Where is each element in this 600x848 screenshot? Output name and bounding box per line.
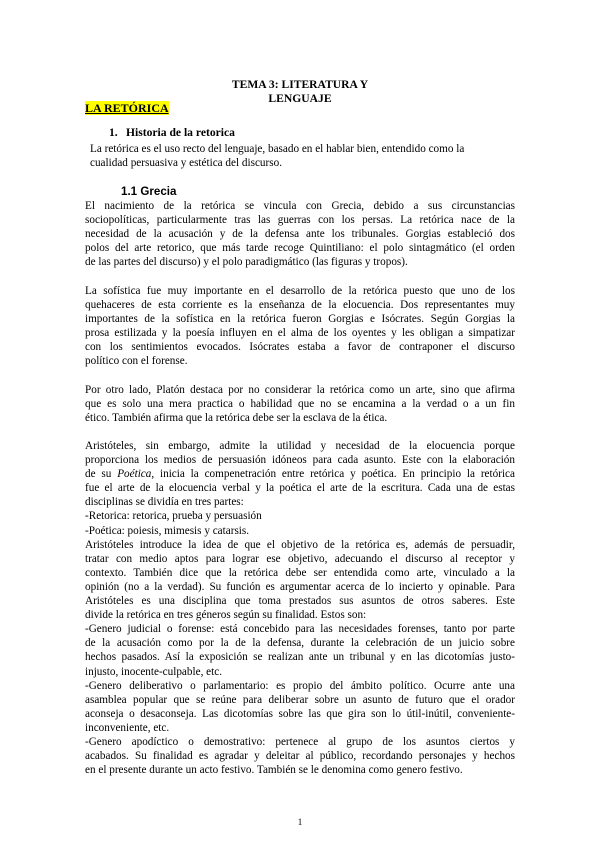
list-item-genero-judicial: -Genero judicial o forense: está concebido para las necesidades forenses, tanto por parte bbox=[85, 623, 515, 636]
paragraph-nacimiento bbox=[85, 199, 515, 269]
paragraph-line: Por otro lado, Platón destaca por no considerar la retórica como un arte, sino que afirma bbox=[85, 384, 515, 396]
paragraph-line: sociopolíticas, particularmente tras las guerras con los persas. La retórica nace de la bbox=[85, 214, 515, 227]
paragraph-line: de las partes del discurso) y el polo paradigmático (las figuras y tropos). bbox=[85, 256, 408, 269]
paragraph-platon bbox=[85, 383, 515, 425]
text-run: de su bbox=[85, 468, 118, 481]
paragraph-sofistica bbox=[85, 284, 515, 369]
paragraph-line: acabados. Su finalidad es agradar y deleitar al público, recordando personajes y hechos bbox=[85, 750, 515, 763]
heading-text: Historia de la retorica bbox=[126, 126, 235, 139]
paragraph-line: asamblea popular que se reúne para deliberar sobre un asunto de futuro que el orador bbox=[85, 693, 515, 706]
paragraph-line: ético. También afirma que la retórica debe ser la esclava de la ética. bbox=[85, 412, 388, 425]
paragraph-line: Aristóteles es una disciplina que toma prestados sus asuntos de otros saberes. Este bbox=[85, 595, 515, 608]
paragraph-line: aconseja o desaconseja. Las dicotomías sobre las que gira son lo útil-inútil, conveniente- bbox=[85, 707, 515, 720]
list-item-retorica: -Retorica: retorica, prueba y persuasión bbox=[85, 510, 262, 523]
paragraph-line: prosa estilizada y la poesía influyen en el alma de los oyentes y les obligan a simpatizar bbox=[85, 327, 515, 340]
paragraph-line: en el presente durante un acto festivo. También se le denomina como genero festivo. bbox=[85, 764, 463, 777]
paragraph-line: proporciona los medios de persuasión idóneos para cada asunto. Este con la elaboración bbox=[85, 454, 515, 467]
paragraph-line: importantes de la sofística en la retórica fueron Gorgias e Isócrates. Según Gorgias la bbox=[85, 313, 515, 326]
paragraph-line: político con el forense. bbox=[85, 355, 188, 368]
paragraph-line: necesidad de la acusación y de la defensa ante los tribunales. Gorgias estableció dos bbox=[85, 228, 515, 241]
paragraph-line: polos del arte retorico, que más tarde recoge Quintiliano: el polo sintagmático (el orden bbox=[85, 242, 515, 255]
paragraph-line: El nacimiento de la retórica se vincula con Grecia, debido a sus circunstancias bbox=[85, 200, 515, 212]
intro-line: La retórica es el uso recto del lenguaje, basado en el hablar bien, entendido como la bbox=[90, 143, 465, 155]
paragraph-line: La sofística fue muy importante en el desarrollo de la retórica puesto que uno de los bbox=[85, 285, 515, 297]
intro-paragraph bbox=[90, 142, 510, 170]
paragraph-line: Aristóteles, sin embargo, admite la utilidad y necesidad de la elocuencia porque bbox=[85, 440, 515, 452]
paragraph-line: opinión (no a la verdad). Su función es argumentar acerca de lo incierto y opinable. Para bbox=[85, 580, 515, 593]
paragraph-line: de la acusación como por la de la defensa, durante la celebración de un juicio sobre bbox=[85, 637, 515, 650]
paragraph-aristoteles bbox=[85, 439, 515, 777]
heading-historia bbox=[109, 126, 235, 140]
list-item-genero-apodictico: -Genero apodíctico o demostrativo: pertenece al grupo de los asuntos ciertos y bbox=[85, 735, 515, 748]
paragraph-line: con los sentimientos evocados. Isócrates estaba a favor de contraponer el discurso bbox=[85, 341, 515, 354]
subheading-grecia: 1.1 Grecia bbox=[121, 185, 177, 198]
text-run: , inicia la compenetración entre retórica y poética. En principio la retórica bbox=[151, 468, 515, 481]
document-title-line-2: LENGUAJE bbox=[268, 92, 332, 105]
document-title-line-1: TEMA 3: LITERATURA Y bbox=[231, 78, 369, 91]
paragraph-line: divide la retórica en tres géneros según su finalidad. Estos son: bbox=[85, 609, 367, 622]
paragraph-line: que es solo una mera practica o habilidad que no se encamina a la verdad o a un fin bbox=[85, 398, 515, 411]
paragraph-line-with-italic bbox=[85, 467, 515, 481]
list-item-poetica: -Poética: poiesis, mimesis y catarsis. bbox=[85, 524, 250, 537]
paragraph-line: inconveniente, etc. bbox=[85, 721, 170, 734]
heading-number: 1. bbox=[109, 126, 118, 139]
paragraph-line: quehaceres de esta corriente es la enseñanza de la elocuencia. Dos representantes muy bbox=[85, 299, 515, 312]
paragraph-line: fue el arte de la elocuencia verbal y la poética el arte de la escritura. Cada una de estas bbox=[85, 482, 515, 495]
italic-title-poetica: Poética bbox=[117, 468, 152, 481]
paragraph-line: tratar con medio aptos para lograr ese objetivo, adecuando el discurso al receptor y bbox=[85, 552, 515, 565]
paragraph-line: injusto, inocente-culpable, etc. bbox=[85, 665, 222, 678]
paragraph-line: hechos pasados. Así la exposición se realizan ante un tribunal y en las dicotomías justo- bbox=[85, 651, 515, 664]
page-number: 1 bbox=[297, 817, 303, 827]
list-item-genero-deliberativo: -Genero deliberativo o parlamentario: es propio del ámbito político. Ocurre ante una bbox=[85, 679, 515, 692]
paragraph-line: Aristóteles introduce la idea de que el objetivo de la retórica es, además de persuadir, bbox=[85, 538, 515, 551]
paragraph-line: contexto. También dice que la retórica debe ser entendida como arte, vinculado a la bbox=[85, 566, 515, 579]
paragraph-line: disciplinas se dividía en tres partes: bbox=[85, 496, 244, 509]
intro-line: cualidad persuasiva y estética del discurso. bbox=[90, 157, 282, 170]
section-heading-highlighted: LA RETÓRICA bbox=[85, 101, 169, 115]
